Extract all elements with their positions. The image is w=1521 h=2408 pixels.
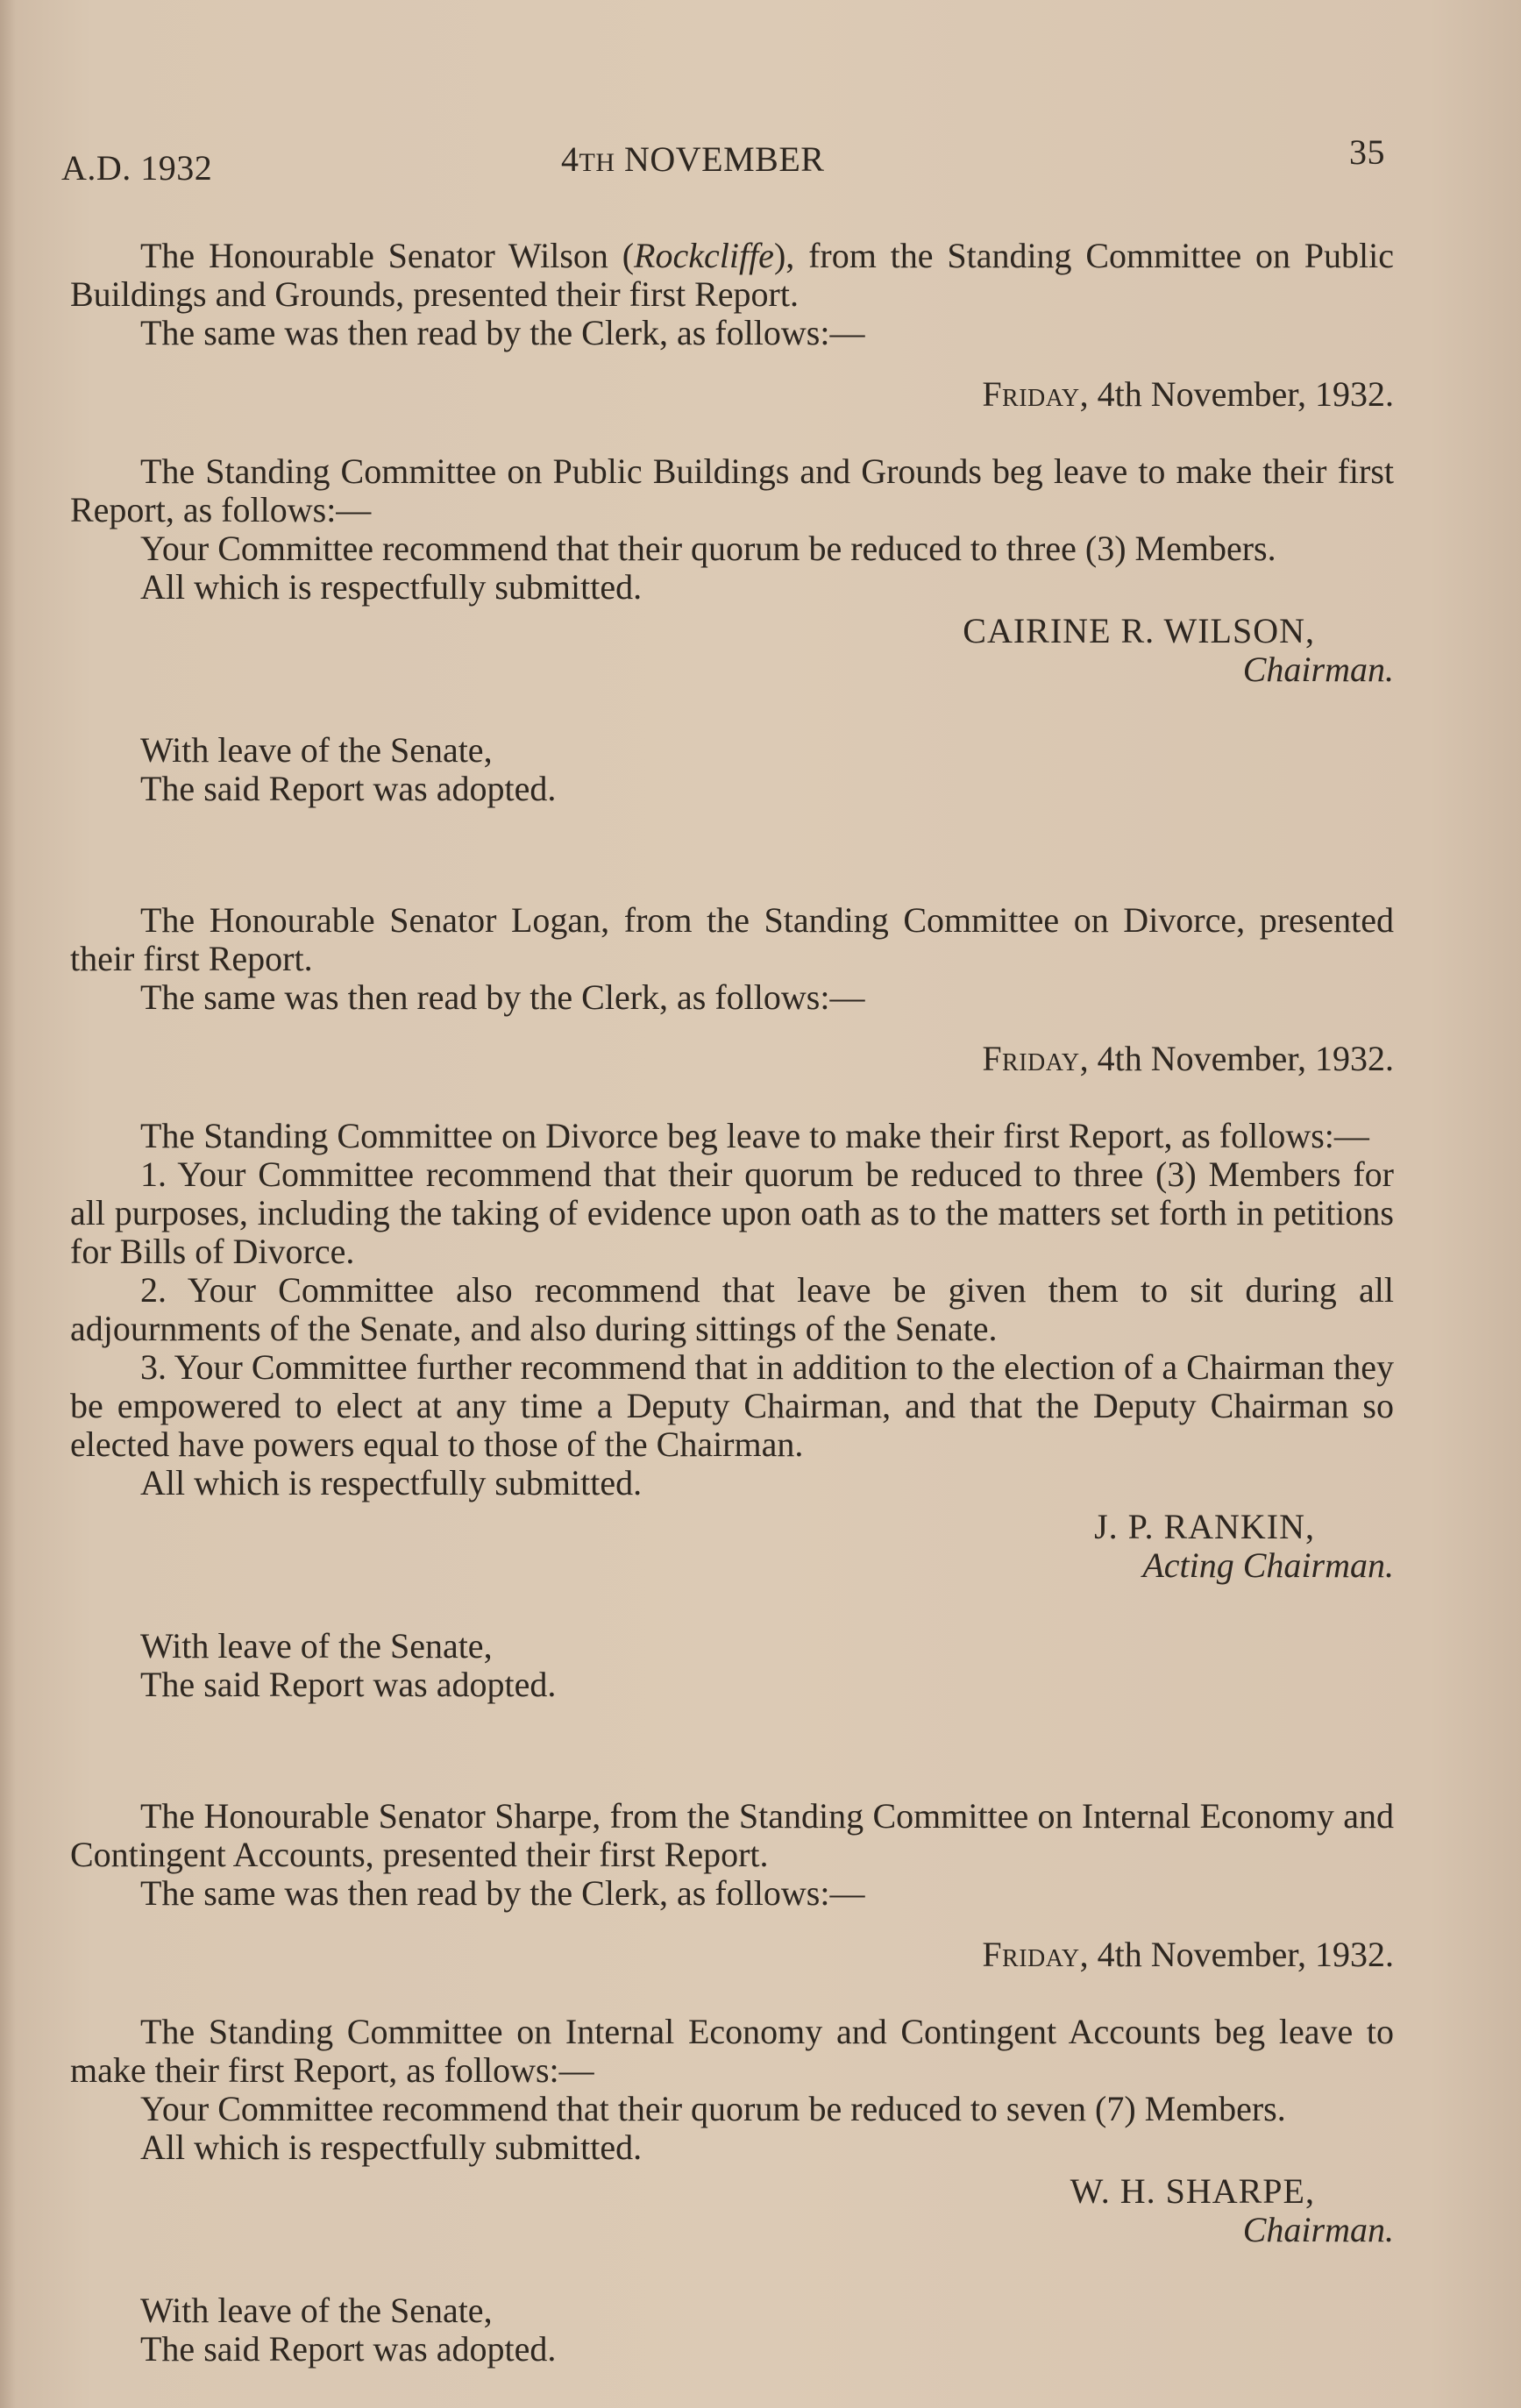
report-intro: The Honourable Senator Wilson (Rockcliffe), from the Standing Committee on Public Buildings and Grounds, presented their first Report.	[70, 236, 1394, 314]
read-by-clerk: The same was then read by the Clerk, as follows:—	[140, 977, 865, 1017]
leave-of-senate: With leave of the Senate,	[140, 730, 493, 770]
signatory-role: Chairman.	[1242, 650, 1394, 689]
signatory-name: J. P. RANKIN,	[1094, 1507, 1315, 1546]
report-paragraph: The Standing Committee on Divorce beg leave to make their first Report, as follows:—	[140, 1116, 1369, 1155]
signatory-name: W. H. SHARPE,	[1070, 2171, 1315, 2211]
adoption-note	[70, 731, 1394, 808]
respectfully-submitted: All which is respectfully submitted.	[140, 1463, 643, 1502]
report-intro: The Honourable Senator Sharpe, from the Standing Committee on Internal Economy and Contingent Accounts, presented their first Report.	[70, 1796, 1394, 1874]
respectfully-submitted: All which is respectfully submitted.	[140, 567, 643, 607]
signatory-role: Chairman.	[1242, 2210, 1394, 2249]
signatory-name: CAIRINE R. WILSON,	[963, 611, 1315, 650]
read-by-clerk: The same was then read by the Clerk, as follows:—	[140, 313, 865, 352]
page-header	[61, 131, 1385, 188]
respectfully-submitted: All which is respectfully submitted.	[140, 2127, 643, 2167]
adoption-note	[70, 2291, 1394, 2369]
page-number: 35	[1349, 132, 1385, 172]
report-paragraph: The Standing Committee on Public Buildings and Grounds beg leave to make their first Report, as follows:—	[70, 451, 1394, 529]
page-body	[70, 237, 1394, 2369]
signatory-role: Acting Chairman.	[1142, 1545, 1394, 1585]
report-section-public-buildings	[70, 237, 1394, 808]
report-paragraph: Your Committee recommend that their quorum be reduced to three (3) Members.	[140, 529, 1276, 568]
report-section-divorce	[70, 901, 1394, 1704]
adoption-note	[70, 1627, 1394, 1704]
report-paragraph: 3. Your Committee further recommend that in addition to the election of a Chairman they be empowered to elect at any time a Deputy Chairman, and that the Deputy Chairman so elected have powers equal to those of the Chairman.	[70, 1347, 1394, 1464]
report-paragraph: 1. Your Committee recommend that their quorum be reduced to three (3) Members for all purposes, including the taking of evidence upon oath as to the matters set forth in petitions for Bills of Divorce.	[70, 1154, 1394, 1271]
report-date: Friday, 4th November, 1932.	[982, 374, 1394, 414]
report-date: Friday, 4th November, 1932.	[982, 1039, 1394, 1078]
leave-of-senate: With leave of the Senate,	[140, 1626, 493, 1666]
report-adopted: The said Report was adopted.	[140, 1665, 557, 1704]
report-paragraph: 2. Your Committee also recommend that leave be given them to sit during all adjournments of the Senate, and also during sittings of the Senate.	[70, 1270, 1394, 1348]
report-paragraph: The Standing Committee on Internal Economy and Contingent Accounts beg leave to make their first Report, as follows:—	[70, 2012, 1394, 2090]
report-paragraph: Your Committee recommend that their quorum be reduced to seven (7) Members.	[140, 2089, 1286, 2128]
header-year: A.D. 1932	[61, 148, 213, 188]
leave-of-senate: With leave of the Senate,	[140, 2291, 493, 2330]
report-date: Friday, 4th November, 1932.	[982, 1935, 1394, 1974]
header-date: 4TH NOVEMBER	[561, 139, 825, 179]
read-by-clerk: The same was then read by the Clerk, as follows:—	[140, 1873, 865, 1913]
report-adopted: The said Report was adopted.	[140, 769, 557, 808]
report-adopted: The said Report was adopted.	[140, 2329, 557, 2369]
report-section-internal-economy	[70, 1797, 1394, 2369]
report-intro: The Honourable Senator Logan, from the Standing Committee on Divorce, presented their first Report.	[70, 900, 1394, 978]
